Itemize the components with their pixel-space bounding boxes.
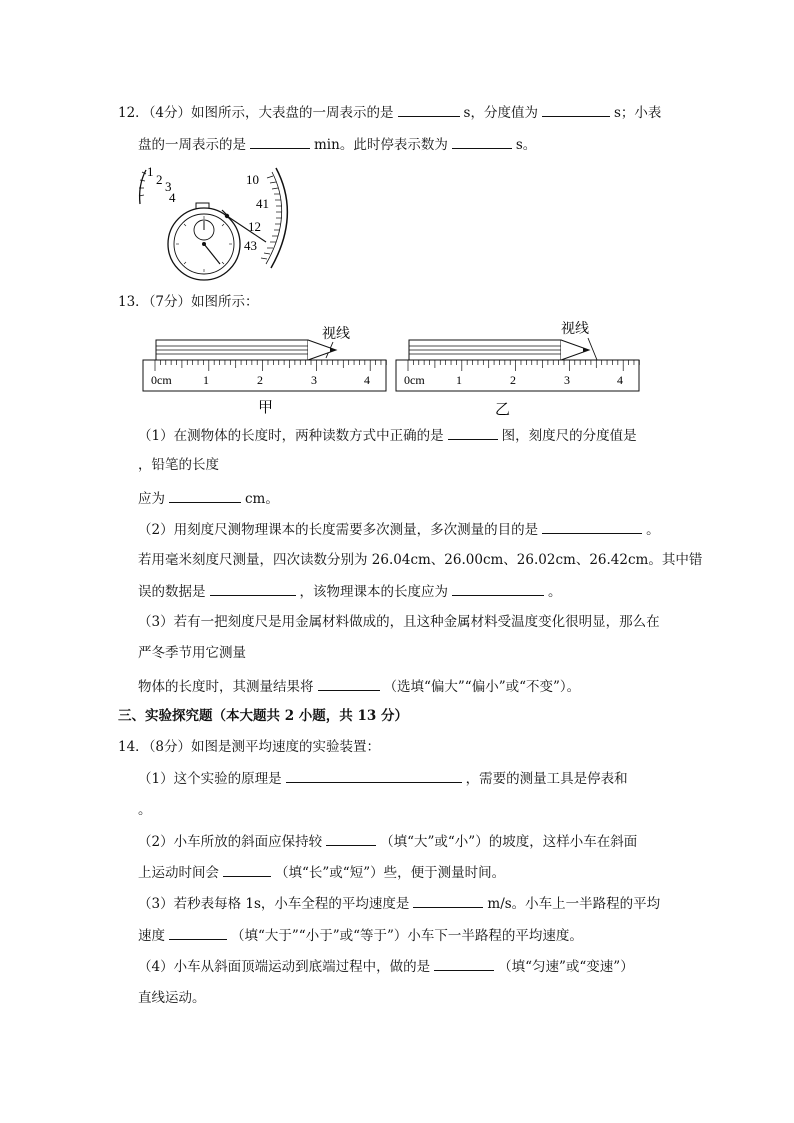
- question-text: 误的数据是: [138, 584, 206, 600]
- q14-p2-line2: [138, 862, 505, 883]
- answer-blank[interactable]: [326, 831, 376, 846]
- q13-p1-line2: [138, 455, 219, 475]
- q14-p4-line1: [138, 956, 634, 977]
- small-dial-number: 2: [156, 172, 163, 187]
- question-text: 应为: [138, 491, 165, 507]
- answer-blank[interactable]: [286, 768, 462, 783]
- q12-line2: [138, 134, 536, 155]
- answer-blank[interactable]: [398, 102, 460, 117]
- q14-p3-line1: [138, 893, 660, 914]
- ruler-label: 2: [257, 373, 263, 387]
- question-text: （1）在测物体的长度时，两种读数方式中正确的是: [138, 428, 444, 444]
- q14-p1-line1: [138, 768, 628, 789]
- q14-p3-line2: [138, 925, 583, 946]
- ruler-label: 3: [311, 373, 317, 387]
- q13-p3-line2: [138, 643, 246, 663]
- large-dial-number: 43: [244, 238, 257, 253]
- answer-blank[interactable]: [223, 862, 271, 877]
- answer-blank[interactable]: [452, 581, 544, 596]
- q13-p3-line3: [138, 676, 580, 697]
- question-text: ，需要的测量工具是停表和: [465, 771, 628, 787]
- section-title-text: 三、实验探究题（本大题共 2 小题，共 13 分）: [118, 708, 408, 724]
- q14-p4-line2: [138, 988, 206, 1008]
- question-text: 。: [138, 802, 152, 818]
- question-text: （填“大于”“小于”或“等于”）小车下一半路程的平均速度。: [231, 928, 583, 944]
- answer-blank[interactable]: [542, 102, 610, 117]
- large-dial-number: 41: [256, 196, 269, 211]
- question-text: （2）小车所放的斜面应保持较: [138, 834, 323, 850]
- q13-p1-line3: [138, 488, 279, 509]
- question-text: 严冬季节用它测量: [138, 645, 246, 661]
- q13-p3-line1: [138, 612, 660, 632]
- question-text: 直线运动。: [138, 990, 206, 1006]
- question-text: （2）用刻度尺测物理课本的长度需要多次测量，多次测量的目的是: [138, 522, 539, 538]
- sight-line-label: 视线: [561, 322, 589, 337]
- ruler-label: 1: [456, 373, 462, 387]
- answer-blank[interactable]: [169, 488, 241, 503]
- question-text: 。: [548, 584, 562, 600]
- question-text: 上运动时间会: [138, 865, 219, 881]
- answer-blank[interactable]: [452, 134, 512, 149]
- question-text: m/s。小车上一半路程的平均: [487, 896, 661, 912]
- question-text: 若用毫米刻度尺测量，四次读数分别为 26.04cm、26.00cm、26.02cm、26.42cm。其中错: [138, 552, 703, 568]
- q13-p2-line1: [138, 519, 660, 540]
- ruler-label: 0cm: [404, 373, 425, 387]
- ruler-label: 4: [617, 373, 623, 387]
- small-dial-number: 3: [165, 179, 172, 194]
- q12-line1: [118, 102, 661, 123]
- q14-p1-line2: [138, 800, 152, 820]
- question-text: 盘的一周表示的是: [138, 137, 246, 153]
- question-text: （4）小车从斜面顶端运动到底端过程中，做的是: [138, 959, 431, 975]
- question-text: 如图所示，大表盘的一周表示的是: [191, 105, 394, 121]
- question-text: cm。: [245, 491, 279, 507]
- answer-blank[interactable]: [413, 893, 483, 908]
- figure-caption: 乙: [495, 402, 511, 418]
- question-text: （填“大”或“小”）的坡度，这样小车在斜面: [380, 834, 638, 850]
- answer-blank[interactable]: [318, 676, 380, 691]
- question-text: （填“长”或“短”）些，便于测量时间。: [275, 865, 506, 881]
- question-text: 物体的长度时，其测量结果将: [138, 679, 314, 695]
- answer-blank[interactable]: [542, 519, 642, 534]
- q13-line1: [118, 292, 259, 312]
- question-text: （3）若秒表每格 1s，小车全程的平均速度是: [138, 896, 410, 912]
- sight-line-label: 视线: [322, 327, 350, 342]
- stopwatch-figure: [136, 160, 298, 282]
- small-dial-number: 4: [169, 190, 176, 205]
- q13-p1-line1: [138, 425, 637, 446]
- question-number: 12．: [118, 105, 149, 121]
- question-text: s。: [515, 137, 537, 153]
- question-text: 速度: [138, 928, 165, 944]
- q13-p2-line2: [138, 550, 702, 570]
- question-points: （7分）: [148, 294, 192, 310]
- ruler-label: 0cm: [151, 373, 172, 387]
- answer-blank[interactable]: [210, 581, 296, 596]
- q14-line1: [118, 737, 380, 757]
- question-text: （3）若有一把刻度尺是用金属材料做成的，且这种金属材料受温度变化很明显，那么在: [138, 614, 660, 630]
- ruler-figure-right: [393, 318, 643, 418]
- question-text: s；小表: [613, 105, 662, 121]
- large-dial-number: 10: [246, 172, 259, 187]
- question-number: 13．: [118, 294, 149, 310]
- question-text: s，分度值为: [463, 105, 538, 121]
- small-dial-number: 1: [147, 164, 154, 179]
- question-text: ，该物理课本的长度应为: [299, 584, 448, 600]
- question-points: （4分）: [148, 105, 192, 121]
- large-dial-number: 12: [248, 219, 261, 234]
- answer-blank[interactable]: [250, 134, 310, 149]
- answer-blank[interactable]: [169, 925, 227, 940]
- question-text: （填“匀速”或“变速”）: [498, 959, 634, 975]
- question-text: 如图是测平均速度的实验装置：: [191, 739, 381, 755]
- answer-blank[interactable]: [434, 956, 494, 971]
- ruler-label: 1: [203, 373, 209, 387]
- ruler-label: 4: [364, 373, 370, 387]
- answer-blank[interactable]: [448, 425, 498, 440]
- question-text: 图，刻度尺的分度值是: [501, 428, 637, 444]
- figure-caption: 甲: [258, 400, 274, 416]
- question-text: 。: [646, 522, 660, 538]
- q14-p2-line1: [138, 831, 637, 852]
- ruler-label: 3: [564, 373, 570, 387]
- ruler-figure-left: [140, 322, 390, 418]
- ruler-label: 2: [510, 373, 516, 387]
- question-points: （8分）: [148, 739, 192, 755]
- q13-p2-line3: [138, 581, 562, 602]
- question-text: ，铅笔的长度: [138, 457, 219, 473]
- question-number: 14．: [118, 739, 149, 755]
- question-text: 如图所示：: [191, 294, 259, 310]
- question-text: （选填“偏大”“偏小”或“不变”）。: [383, 679, 581, 695]
- section-title: [118, 706, 408, 726]
- question-text: min。此时停表示数为: [314, 137, 448, 153]
- question-text: （1）这个实验的原理是: [138, 771, 282, 787]
